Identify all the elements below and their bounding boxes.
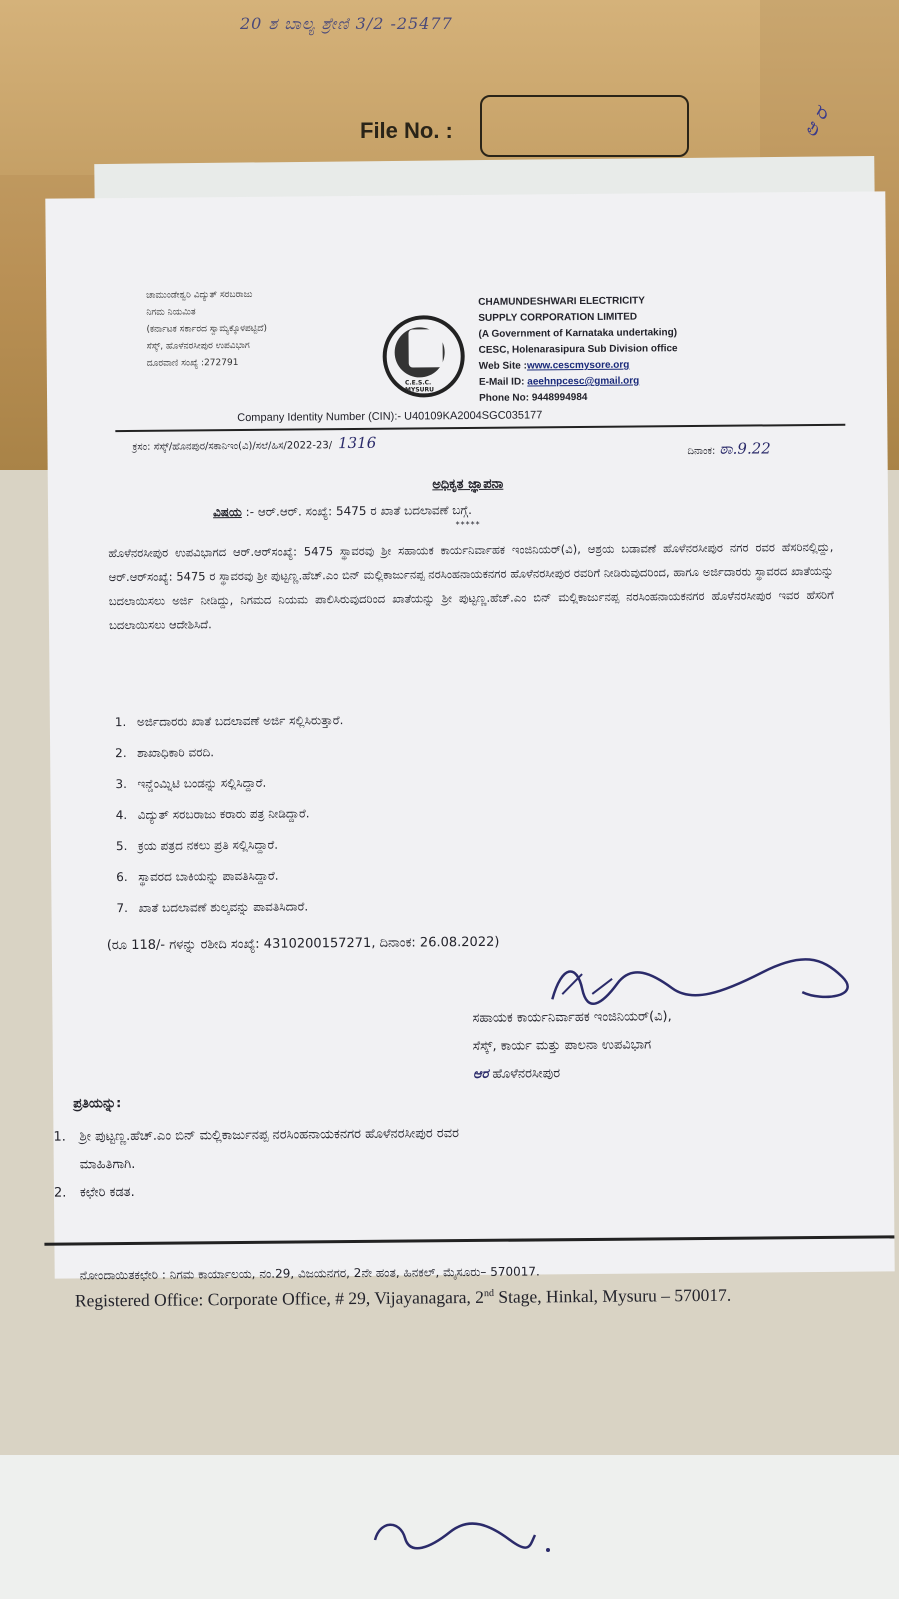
handwritten-file-note: 20 ಶ ಬಾಲ್ಯ ಶ್ರೇಣಿ 3/2 -25477 [240, 14, 453, 33]
org-website-row [479, 357, 678, 375]
cesc-logo-icon [382, 315, 465, 398]
kn-org-line: ಸೆಸ್ಕ್, ಹೊಳೆನರಸೀಪುರ ಉಪವಿಭಾಗ [146, 340, 250, 352]
english-letterhead [478, 293, 678, 407]
signatory-block [472, 1003, 672, 1089]
subject-text: :- ಆರ್.ಆರ್. ಸಂಖ್ಯೆ: 5475 ರ ಖಾತೆ ಬದಲಾವಣೆ ಬಗ್ಗೆ. [245, 502, 472, 519]
item-text: ಇನ್ಡೆಂಮ್ನಿಟಿ ಬಂಡನ್ನು ಸಲ್ಲಿಸಿದ್ದಾರೆ. [137, 775, 267, 791]
signatory-location: ಹೊಳೆನರಸೀಪುರ [492, 1066, 561, 1082]
logo-text: C.E.S.C. MYSURU [404, 379, 435, 394]
registered-office-kannada: ನೋಂದಾಯಿತಕಛೇರಿ : ನಿಗಮ ಕಾರ್ಯಾಲಯ, ನಂ.29, ವಿಜಯನಗರ, 2ನೇ ಹಂತ, ಹಿನಕಲ್, ಮೈಸೂರು– 570017. [79, 1264, 540, 1283]
reg-en-part: Registered Office: Corporate Office, # 29, Vijayanagara, 2 [74, 1286, 485, 1311]
signatory-designation: ಸಹಾಯಕ ಕಾರ್ಯನಿರ್ವಾಹಕ ಇಂಜಿನಿಯರ್(ವಿ), [472, 1009, 672, 1026]
copies-label: ಪ್ರತಿಯನ್ನು: [73, 1096, 122, 1112]
copies-list [53, 1120, 459, 1208]
item-number: 1. [114, 714, 127, 730]
header-divider [115, 424, 845, 432]
item-number: 2. [115, 745, 127, 761]
logo-inner [408, 329, 442, 367]
item-number: 4. [115, 807, 128, 823]
signatory-department: ಸೆಸ್ಕ್, ಕಾರ್ಯ ಮತ್ತು ಪಾಲನಾ ಉಪವಿಭಾಗ [472, 1037, 652, 1054]
receipt-details: (ರೂ 118/- ಗಳನ್ನು ರಶೀದಿ ಸಂಖ್ಯೆ: 4310200157271, ದಿನಾಂಕ: 26.08.2022) [106, 934, 500, 954]
item-number: 3. [115, 776, 127, 792]
reg-en-sup: nd [483, 1287, 495, 1300]
kannada-letterhead [146, 287, 267, 373]
kn-org-line: ನಿಗಮ ನಿಯಮಿತ [146, 307, 196, 318]
reference-prefix: ಕ್ರಸಂ: ಸೆಸ್ಕ್/ಹೊನಪುರ/ಸಕಾನಿಇಂ(ವಿ)/ಸಲೆ/ಹಿಸ/2022-23/ [132, 440, 333, 453]
item-number: 6. [116, 869, 128, 885]
item-text: ಸ್ಥಾವರದ ಬಾಕಿಯನ್ನು ಪಾವತಿಸಿದ್ದಾರೆ. [138, 868, 279, 884]
item-text: ಅರ್ಜಿದಾರರು ಖಾತೆ ಬದಲಾವಣೆ ಅರ್ಜಿ ಸಲ್ಲಿಸಿರುತ್ತಾರೆ. [136, 713, 344, 729]
letter-body: ಹೊಳೆನರಸೀಪುರ ಉಪವಿಭಾಗದ ಆರ್.ಆರ್‌ಸಂಖ್ಯೆ: 5475 ಸ್ಥಾವರವು ಶ್ರೀ ಸಹಾಯಕ ಕಾರ್ಯನಿರ್ವಾಹಕ ಇಂಜಿನಿಯರ್(ವಿ), ಆಶ್ರಯ ಬಡಾವಣೆ ಹೊಳೆನರಸೀಪುರ ನಗರ ರವರ ಹೆಸರಿನಲ್ಲಿದ್ದು, ಆರ್.ಆರ್‌ಸಂಖ್ಯೆ: 5475 ರ ಸ್ಥಾವರವು ಶ್ರೀ ಪುಟ್ಟಣ್ಣ.ಹೆಚ್.ಎಂ ಬಿನ್ ಮಲ್ಲಿಕಾರ್ಜುನಪ್ಪ ನರಸಿಂಹನಾಯಕನಗರ ಹೊಳೆನರಸೀಪುರ ರವರಿಗೆ ನೀಡಿರುವುದರಿಂದ, ಹಾಗೂ ಅರ್ಜಿದಾರರು ಸ್ಥಾವರದ ಖಾತೆಯನ್ನು ಬದಲಾಯಿಸಲು ಅರ್ಜಿ ನೀಡಿದ್ದು, ನಿಗಮದ ನಿಯಮ ಪಾಲಿಸಿರುವುದರಿಂದ ಖಾತೆಯನ್ನು ಶ್ರೀ ಪುಟ್ಟಣ್ಣ.ಹೆಚ್.ಎಂ ಬಿನ್ ಮಲ್ಲಿಕಾರ್ಜುನಪ್ಪ ನರಸಿಂಹನಾಯಕನಗರ ಹೊಳೆನರಸೀಪುರ ಇವರ ಹೆಸರಿಗೆ ಬದಲಾಯಿಸಲು ಆದೇಶಿಸಿದೆ. [108, 539, 834, 633]
list-item [116, 806, 345, 839]
reference-number: 1316 [337, 433, 377, 453]
bottom-handwritten-signature [360, 1510, 560, 1560]
list-item [115, 744, 344, 777]
org-govt: (A Government of Karnataka undertaking) [478, 327, 678, 340]
cin-number: Company Identity Number (CIN):- U40109KA2004SGC035177 [237, 409, 543, 425]
item-number: 5. [115, 838, 128, 854]
copy-number: 1. [53, 1129, 66, 1145]
list-item [116, 868, 345, 901]
registered-office-english [75, 1285, 731, 1312]
kn-org-line: ದೂರವಾಣಿ ಸಂಖ್ಯೆ :272791 [146, 358, 239, 369]
org-name: CHAMUNDESHWARI ELECTRICITY [478, 295, 645, 308]
file-no-label: File No. : [360, 118, 453, 143]
email-link[interactable]: aeehnpcesc@gmail.org [527, 375, 640, 388]
copy-number: 2. [53, 1185, 67, 1201]
letter-heading: ಅಧಿಕೃತ ಜ್ಞಾಪನಾ [432, 476, 504, 493]
reference-line [132, 434, 376, 454]
org-phone: Phone No: 9448994984 [479, 391, 588, 404]
email-label: E-Mail ID: [478, 376, 528, 388]
separator-stars: ***** [455, 519, 481, 530]
item-text: ಕ್ರಯ ಪತ್ರದ ನಕಲು ಪ್ರತಿ ಸಲ್ಲಿಸಿದ್ದಾರೆ. [137, 837, 279, 853]
kn-org-line: ಚಾಮುಂಡೇಶ್ವರಿ ವಿದ್ಯುತ್ ಸರಬರಾಜು [146, 289, 253, 301]
reg-en-part: Stage, Hinkal, Mysuru – 570017. [493, 1284, 732, 1307]
copy-text: ಮಾಹಿತಿಗಾಗಿ. [79, 1156, 136, 1173]
item-text: ಶಾಖಾಧಿಕಾರಿ ವರದಿ. [137, 745, 215, 760]
document-checklist [115, 713, 345, 932]
list-item [116, 837, 345, 870]
website-label: Web Site : [478, 360, 527, 372]
item-text: ಖಾತೆ ಬದಲಾವಣೆ ಶುಲ್ಕವನ್ನು ಪಾವತಿಸಿದಾರೆ. [138, 899, 309, 915]
list-item-continuation [54, 1148, 460, 1180]
copy-text: ಕಛೇರಿ ಕಡತ. [79, 1184, 135, 1201]
kn-org-line: (ಕರ್ನಾಟಕ ಸರ್ಕಾರದ ಸ್ವಾಮ್ಯಕ್ಕೊಳಪಟ್ಟಿದೆ) [146, 323, 268, 335]
org-email-row [479, 373, 678, 391]
org-name-2: SUPPLY CORPORATION LIMITED [478, 311, 638, 324]
copy-text: ಶ್ರೀ ಪುಟ್ಟಣ್ಣ.ಹೆಚ್.ಎಂ ಬಿನ್ ಮಲ್ಲಿಕಾರ್ಜುನಪ್ಪ ನರಸಿಂಹನಾಯಕನಗರ ಹೊಳೆನರಸೀಪುರ ರವರ [79, 1126, 460, 1145]
subject-line [213, 503, 472, 520]
footer-divider [44, 1235, 894, 1245]
list-item [115, 713, 344, 746]
signatory-location-row [473, 1059, 672, 1089]
list-item [115, 775, 344, 808]
list-item [54, 1176, 460, 1208]
website-link[interactable]: www.cescmysore.org [526, 359, 630, 372]
side-handwritten-note: ಆ ರ [797, 102, 833, 142]
letter-page [45, 191, 894, 1311]
date-line [687, 439, 770, 458]
list-item [53, 1120, 459, 1152]
file-no-box [480, 95, 689, 157]
item-number: 7. [116, 900, 129, 916]
date-value: ಠಾ.9.22 [719, 439, 771, 458]
list-item [116, 899, 345, 932]
org-office: CESC, Holenarasipura Sub Division office [478, 343, 678, 356]
item-text: ವಿದ್ಯುತ್ ಸರಬರಾಜು ಕರಾರು ಪತ್ರ ನೀಡಿದ್ದಾರೆ. [137, 806, 310, 822]
date-label: ದಿನಾಂಕ: [687, 445, 716, 458]
initial-stamp: ಆರ [472, 1066, 489, 1082]
subject-label: ವಿಷಯ [212, 504, 242, 520]
